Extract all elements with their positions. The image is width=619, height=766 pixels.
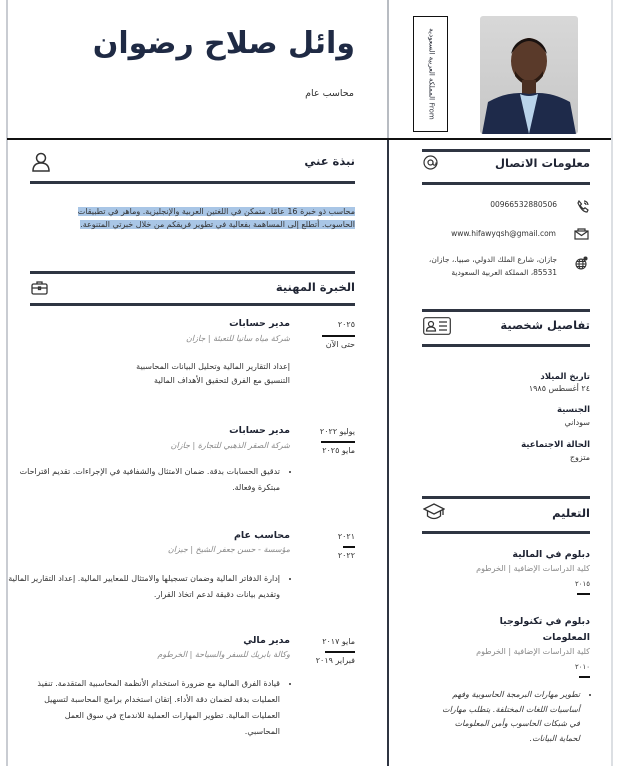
contact-heading: معلومات الاتصال — [495, 156, 590, 170]
marital-status-label: الحالة الاجتماعية — [521, 440, 590, 450]
about-heading: نبذة عني — [304, 154, 355, 168]
email-address[interactable]: www.hifawyqsh@gmail.com — [451, 229, 556, 238]
job-bullet: • إدارة الدفاتر المالية وضمان تسجيلها والامتثال للمعايير المالية. إعداد التقارير المالية وتقديم بيانات دقيقة لدعم اتخاذ القرار. — [0, 571, 280, 603]
birthdate-value: ٢٤ أغسطس ١٩٨٥ — [528, 384, 590, 393]
header-divider — [387, 0, 389, 140]
job-duty: التنسيق مع الفرق لتحقيق الأهداف المالية — [153, 376, 290, 385]
date-separator — [325, 651, 355, 653]
contact-top-rule — [422, 149, 590, 152]
job-start-date: ٢٠٢٥ — [337, 320, 355, 329]
education-bottom-rule — [422, 531, 590, 534]
school-name: كلية الدراسات الإضافية | الخرطوم — [476, 564, 590, 573]
briefcase-icon — [31, 280, 48, 295]
experience-heading: الخبرة المهنية — [275, 280, 355, 294]
phone-icon — [577, 200, 589, 213]
date-separator — [321, 441, 355, 443]
experience-top-rule — [30, 271, 355, 274]
job-title: مدير مالي — [243, 635, 290, 646]
job-title: مدير حسابات — [229, 425, 290, 436]
job-company: وكالة بابريك للسفر والسياحة | الخرطوم — [157, 650, 290, 659]
job-title: مدير حسابات — [229, 318, 290, 329]
marital-status-value: متزوج — [569, 453, 590, 462]
education-bullet: • تطوير مهارات البرمجة الحاسوبية وفهم أساسيات اللغات المختلفة. يتطلب مهارات في شبكات الحاسوب وأمن المعلومات لحماية البيانات. — [440, 688, 580, 746]
education-top-rule — [422, 496, 590, 499]
job-end-date: مايو ٢٠٢٥ — [322, 446, 355, 455]
about-text — [52, 205, 355, 231]
personal-heading: تفاصيل شخصية — [500, 318, 590, 332]
job-company: شركة الصقر الذهبي للتجارة | جازان — [170, 441, 290, 450]
personal-bottom-rule — [422, 344, 590, 347]
degree-title: دبلوم في المالية — [512, 549, 590, 560]
contact-bottom-rule — [422, 182, 590, 185]
address: جازان، شارع الملك الدولي، صبيا.، جازان، 85531، المملكة العربية السعودية — [428, 255, 557, 277]
job-company: مؤسسة - حسن جعفر الشيخ | جيزان — [167, 545, 290, 554]
page-right-edge — [611, 0, 613, 766]
job-start-date: يوليو ٢٠٢٢ — [319, 427, 355, 436]
profile-photo — [480, 16, 578, 134]
job-start-date: مايو ٢٠١٧ — [322, 637, 355, 646]
at-sign-icon — [423, 155, 438, 170]
job-bullets — [5, 464, 290, 496]
person-icon — [31, 152, 51, 172]
experience-bottom-rule — [30, 303, 355, 306]
origin-text: From المملكة العربية السعودية — [427, 28, 435, 120]
date-separator — [322, 335, 355, 337]
job-bullets — [30, 676, 290, 740]
personal-top-rule — [422, 309, 590, 312]
birthdate-label: تاريخ الميلاد — [540, 372, 590, 382]
job-company: شركة مياه سانيا للتعبئة | جازان — [186, 334, 290, 343]
graduation-year: ٢٠١٥ — [574, 580, 590, 588]
about-text-selection: محاسب ذو خبرة 16 عامًا. متمكن في اللغتين العربية والإنجليزية. وماهر في تطبيقات الحاسوب. أتطلع إلى المساهمة بفعالية في تطوير فريقكم من خلال خبرتي المتنوعة. — [77, 207, 355, 229]
graduation-cap-icon — [423, 503, 445, 521]
job-end-date: ٢٠٢٢ — [337, 551, 355, 560]
degree-title: دبلوم في تكنولوجيا المعلومات — [499, 616, 590, 643]
graduation-year: ٢٠١٠ — [574, 663, 590, 671]
education-bullets — [440, 688, 590, 746]
job-bullets — [0, 571, 290, 603]
phone-number[interactable]: 00966532880506 — [490, 200, 557, 209]
education-heading: التعليم — [552, 506, 590, 520]
job-bullet: • تدقيق الحسابات بدقة. ضمان الامتثال والشفافية في الإجراءات. تقديم اقتراحات مبتكرة وفعالة. — [5, 464, 280, 496]
column-divider — [387, 140, 389, 766]
job-end-date: حتى الآن — [325, 340, 355, 349]
job-bullet: • قيادة الفرق المالية مع ضرورة استخدام الأنظمة المحاسبية المتقدمة. تنفيذ العمليات بدقة لضمان دقة الأداء. إتقان استخدام برامج المحاسبة لتسهيل العمليات المالية. تطوير المهارات العملية للاندماج في سوق العمل المحاسبي. — [30, 676, 280, 740]
date-separator — [343, 546, 355, 548]
id-card-icon — [423, 317, 451, 335]
mail-icon — [574, 228, 589, 240]
year-underline — [579, 676, 590, 678]
job-title: محاسب عام — [305, 88, 354, 99]
year-underline — [577, 593, 590, 595]
about-rule — [30, 181, 355, 184]
candidate-name: وائل صلاح رضوان — [92, 26, 355, 61]
school-name: كلية الدراسات الإضافية | الخرطوم — [476, 647, 590, 656]
globe-icon — [575, 256, 588, 270]
job-duty: إعداد التقارير المالية وتحليل البيانات المحاسبية — [136, 362, 290, 371]
job-end-date: فبراير ٢٠١٩ — [315, 656, 355, 665]
nationality-value: سوداني — [564, 418, 590, 427]
job-start-date: ٢٠٢١ — [337, 532, 355, 541]
job-title: محاسب عام — [233, 530, 290, 541]
page-left-edge — [6, 0, 8, 766]
header-bottom-rule — [7, 138, 611, 140]
nationality-label: الجنسية — [557, 405, 590, 415]
origin-box — [413, 16, 448, 132]
